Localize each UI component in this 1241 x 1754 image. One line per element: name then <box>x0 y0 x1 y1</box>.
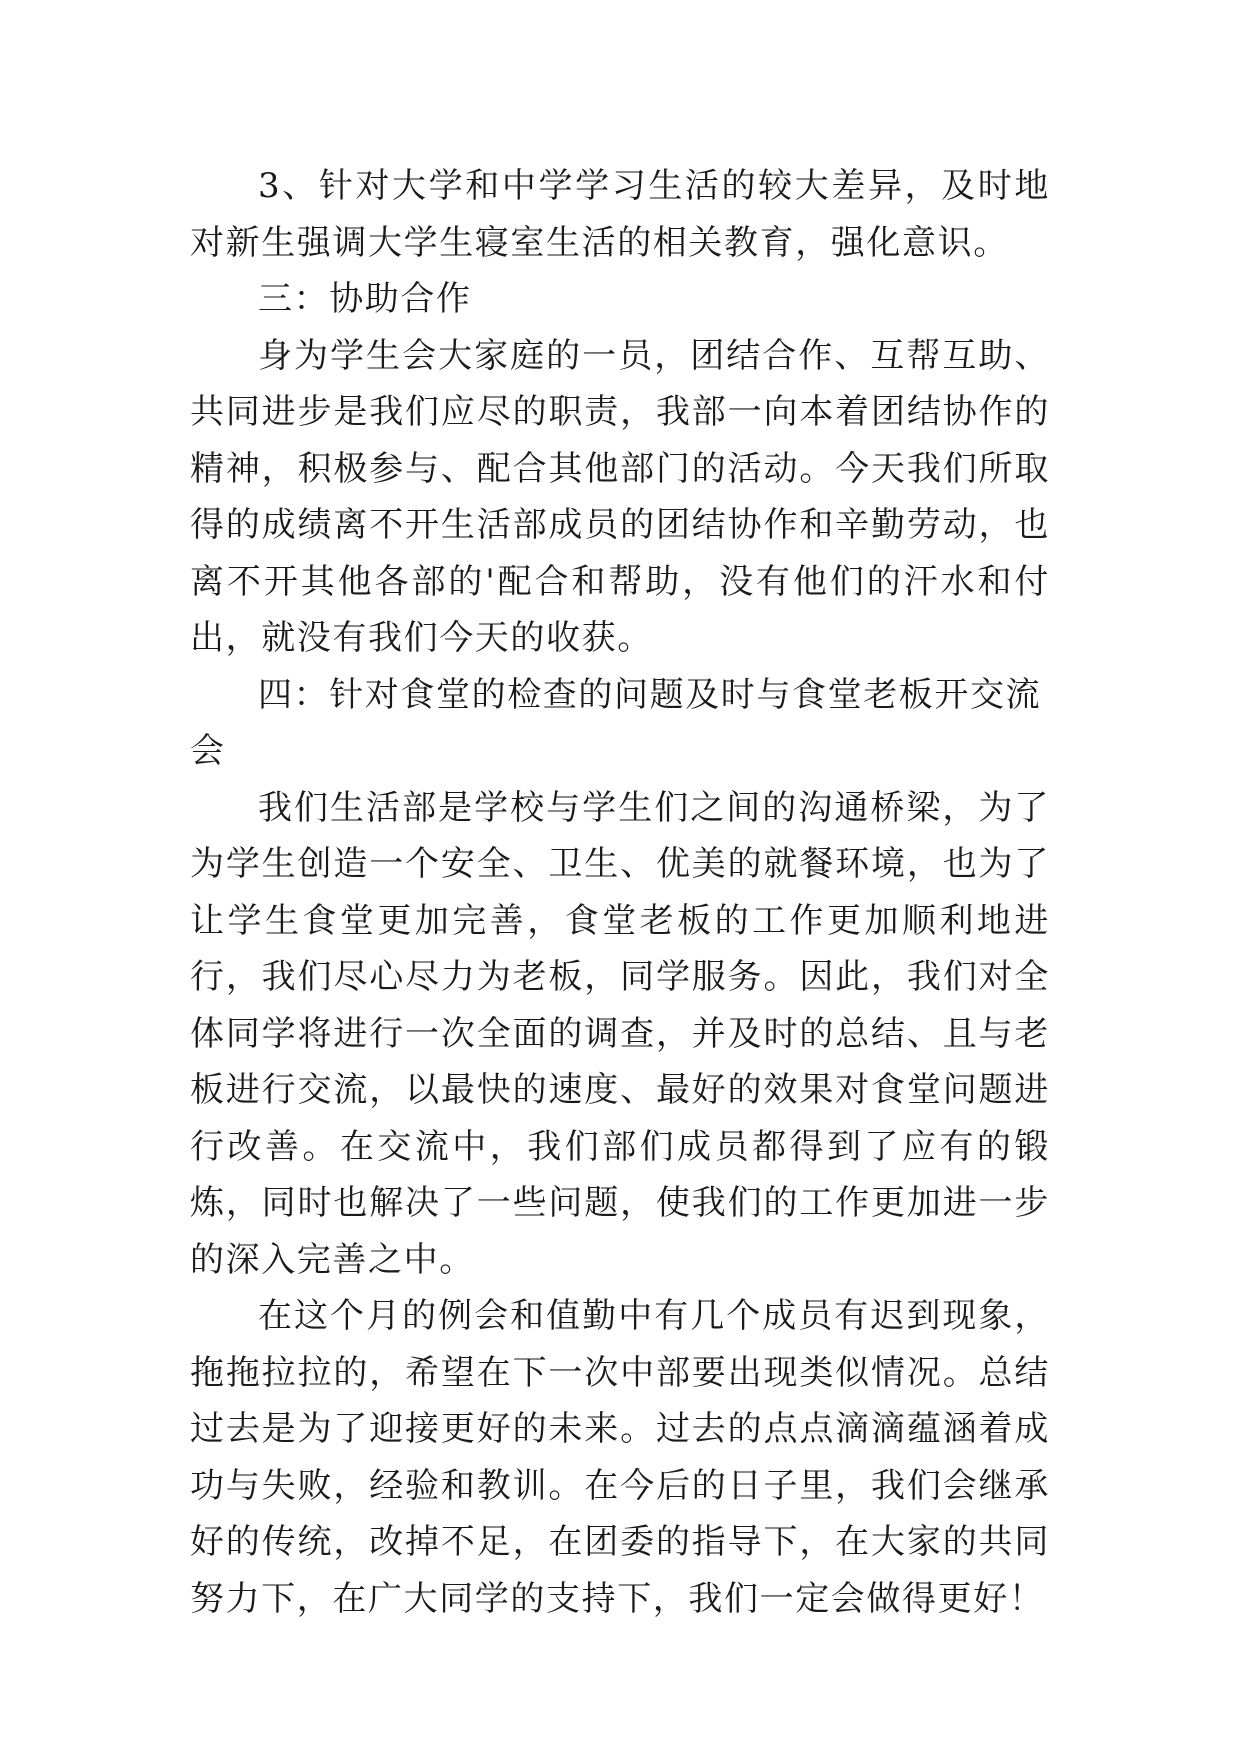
document-body <box>190 158 1050 1627</box>
paragraph-canteen: 我们生活部是学校与学生们之间的沟通桥梁，为了为学生创造一个安全、卫生、优美的就餐环境，也为了让学生食堂更加完善，食堂老板的工作更加顺利地进行，我们尽心尽力为老板，同学服务。因此，我们对全体同学将进行一次全面的调查，并及时的总结、且与老板进行交流，以最快的速度、最好的效果对食堂问题进行改善。在交流中，我们部们成员都得到了应有的锻炼，同时也解决了一些问题，使我们的工作更加进一步的深入完善之中。 <box>190 787 1050 1280</box>
paragraph-cooperation: 身为学生会大家庭的一员，团结合作、互帮互助、共同进步是我们应尽的职责，我部一向本着团结协作的精神，积极参与、配合其他部门的活动。今天我们所取得的成绩离不开生活部成员的团结协作和辛勤劳动，也离不开其他各部的'配合和帮助，没有他们的汗水和付出，就没有我们今天的收获。 <box>190 335 1050 658</box>
paragraph-dorm-education: 3、针对大学和中学学习生活的较大差异，及时地对新生强调大学生寝室生活的相关教育，强化意识。 <box>190 166 1050 263</box>
section-heading-cooperation: 三：协助合作 <box>258 279 472 319</box>
paragraph-summary: 在这个月的例会和值勤中有几个成员有迟到现象，拖拖拉拉的，希望在下一次中部要出现类似情况。总结过去是为了迎接更好的未来。过去的点点滴滴蕴涵着成功与失败，经验和教训。在今后的日子里，我们会继承好的传统，改掉不足，在团委的指导下，在大家的共同努力下，在广大同学的支持下，我们一定会做得更好！ <box>190 1296 1050 1619</box>
section-heading-canteen: 四：针对食堂的检查的问题及时与食堂老板开交流会 <box>190 674 1042 771</box>
